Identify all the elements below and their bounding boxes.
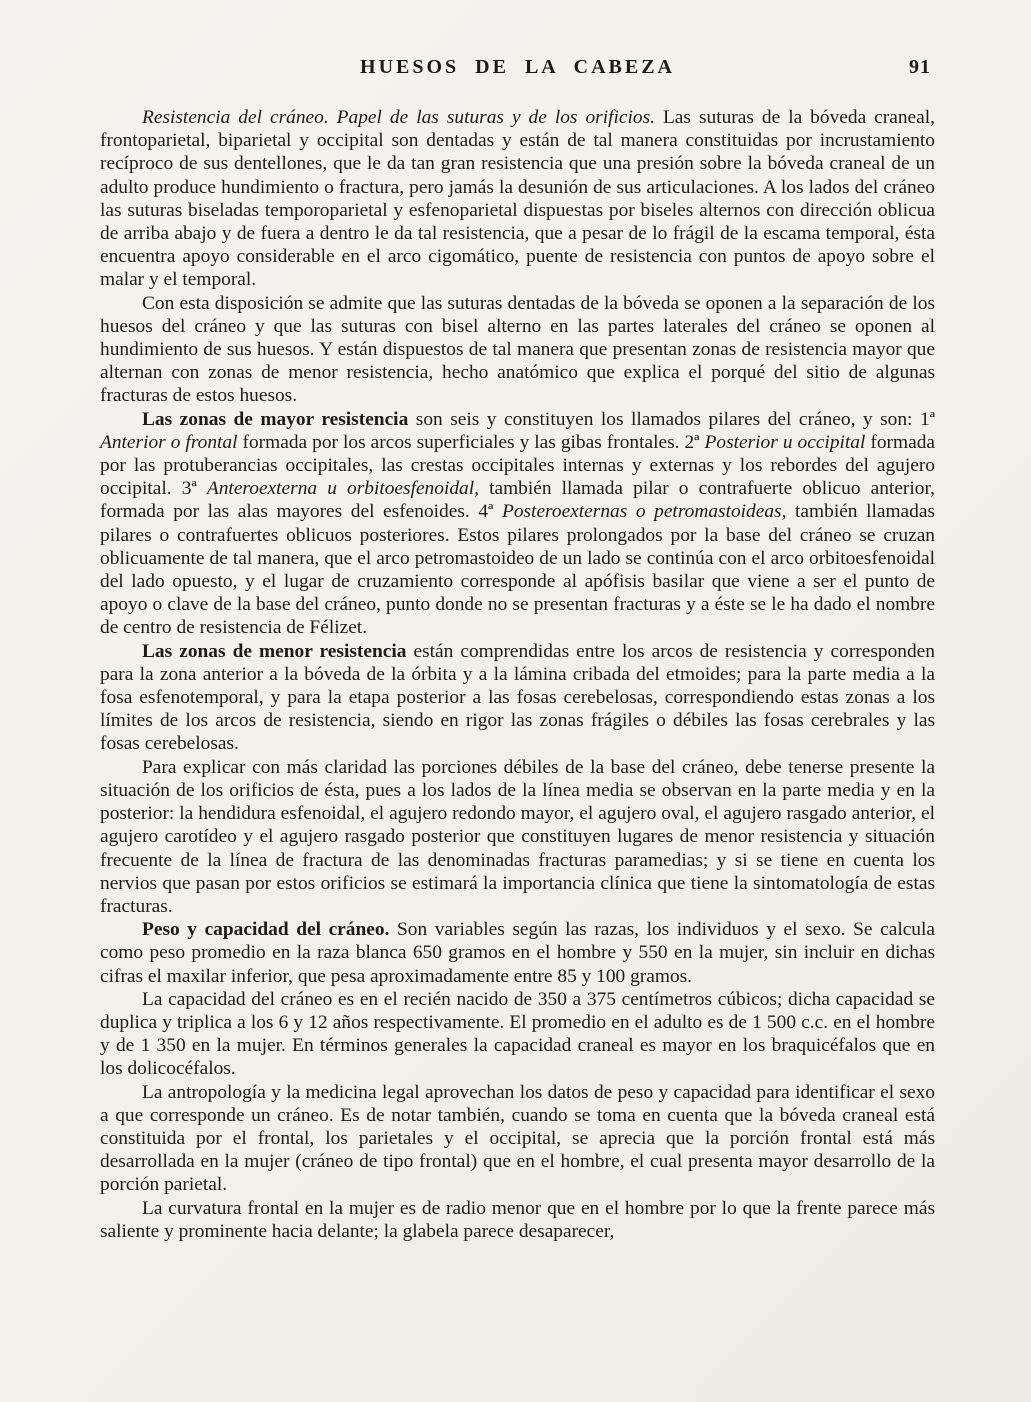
text-run: son seis y constituyen los llamados pilares del cráneo, y son: 1ª [408, 408, 935, 430]
paragraph [100, 640, 935, 756]
bold-run: Las zonas de menor resistencia [142, 640, 407, 662]
text-run: Para explicar con más claridad las porciones débiles de la base del cráneo, debe tenerse presente la situación de los orificios de ésta, pues a los lados de la línea media se observan en la parte media y en la posterior: la hendidura esfenoidal, el agujero redondo mayor, el agujero oval, el agujero rasgado anterior, el agujero carotídeo y el agujero rasgado posterior que constituyen lugares de menor resistencia y situación frecuente de la línea de fractura de las denominadas fracturas paramedias; y si se tiene en cuenta los nervios que pasan por estos orificios se estimará la importancia clínica que tiene la sintomatología de estas fracturas. [100, 756, 935, 917]
text-run: La antropología y la medicina legal aprovechan los datos de peso y capacidad para identificar el sexo a que corresponde un cráneo. Es de notar también, cuando se toma en cuenta que la bóveda craneal está constituida por el frontal, los parietales y el occipital, se aprecia que la porción frontal está más desarrollada en la mujer (cráneo de tipo frontal) que en el hombre, el cual presenta mayor desarrollo de la porción parietal. [100, 1081, 935, 1196]
text-run: La capacidad del cráneo es en el recién nacido de 350 a 375 centímetros cúbicos; dicha capacidad se duplica y triplica a los 6 y 12 años respectivamente. El promedio en el adulto es de 1 500 c.c. en el hombre y de 1 350 en la mujer. En términos generales la capacidad craneal es mayor en los braquicéfalos que en los dolicocéfalos. [100, 988, 935, 1080]
running-title: HUESOS DE LA CABEZA [360, 56, 675, 78]
text-run: Las suturas de la bóveda craneal, frontoparietal, biparietal y occipital son dentadas y están de tal manera constituidas por incrustamiento recíproco de sus dentellones, que le da tan gran resistencia que una presión sobre la bóveda craneal de un adulto produce hundimiento o fractura, pero jamás la desunión de sus articulaciones. A los lados del cráneo las suturas biseladas temporoparietal y esfenoparietal dispuestas por biseles alternos con dirección oblicua de arriba abajo y de fuera a dentro le da tal resistencia, que a pesar de lo frágil de la escama temporal, ésta encuentra apoyo considerable en el arco cigomático, puente de resistencia con puntos de apoyo sobre el malar y el temporal. [100, 107, 935, 291]
italic-run: Posterior u occipital [704, 431, 866, 453]
page-body [100, 106, 935, 1243]
italic-run: Resistencia del cráneo. Papel de las suturas y de los orificios. [142, 107, 655, 128]
page-header [100, 56, 935, 80]
paragraph [100, 1197, 935, 1243]
text-run: también llamada pilar o contrafuerte oblicuo anterior, formada por las alas mayores del esfenoides. 4ª [100, 478, 935, 523]
paragraph [100, 988, 935, 1081]
paragraph [100, 1081, 935, 1197]
page-number: 91 [909, 56, 931, 78]
paragraph [100, 292, 935, 408]
bold-run: Las zonas de mayor resistencia [142, 408, 409, 430]
paragraph [100, 106, 935, 292]
italic-run: Posteroexternas o petromastoideas, [501, 501, 787, 523]
bold-run: Peso y capacidad del cráneo. [142, 919, 390, 941]
text-run: también llamadas pilares o contrafuertes oblicuos posteriores. Estos pilares prolongados por la base del cráneo se cruzan oblicuamente de tal manera, que el arco petromastoideo de un lado se continúa con el arco orbitoesfenoidal del lado opuesto, y el lugar de cruzamiento corresponde al apófisis basilar que viene a ser el punto de apoyo o clave de la base del cráneo, punto donde no se presentan fracturas y a éste se le ha dado el nombre de centro de resistencia de Félizet. [100, 501, 936, 639]
text-run: La curvatura frontal en la mujer es de radio menor que en el hombre por lo que la frente parece más saliente y prominente hacia delante; la glabela parece desaparecer, [100, 1197, 935, 1242]
text-run: están comprendidas entre los arcos de resistencia y corresponden para la zona anterior a la bóveda de la órbita y a la lámina cribada del etmoides; para la parte media a la fosa esfenotemporal, y para la etapa posterior a las fosas cerebelosas, correspondiendo estas zonas a los límites de los arcos de resistencia, siendo en rigor las zonas frágiles o débiles las fosas cerebrales y las fosas cerebelosas. [100, 640, 935, 755]
text-run: Son variables según las razas, los individuos y el sexo. Se calcula como peso promedio en la raza blanca 650 gramos en el hombre y 550 en la mujer, sin incluir en dichas cifras el maxilar inferior, que pesa aproximadamente entre 85 y 100 gramos. [100, 919, 935, 987]
paragraph [100, 918, 935, 988]
text-run: Con esta disposición se admite que las suturas dentadas de la bóveda se oponen a la separación de los huesos del cráneo y que las suturas con bisel alterno en las partes laterales del cráneo se oponen al hundimiento de sus huesos. Y están dispuestos de tal manera que presentan zonas de resistencia mayor que alternan con zonas de menor resistencia, hecho anatómico que explica el porqué del sitio de algunas fracturas de estos huesos. [100, 292, 935, 407]
italic-run: Anterior o frontal [100, 431, 238, 453]
text-run: formada por las protuberancias occipitales, las crestas occipitales internas y externas y los rebordes del agujero occipital. 3ª [100, 431, 935, 500]
paragraph [100, 756, 935, 918]
italic-run: Anteroexterna u orbitoesfenoidal, [206, 478, 479, 500]
paragraph [100, 408, 935, 640]
text-run: formada por los arcos superficiales y las gibas frontales. 2ª [237, 431, 705, 453]
